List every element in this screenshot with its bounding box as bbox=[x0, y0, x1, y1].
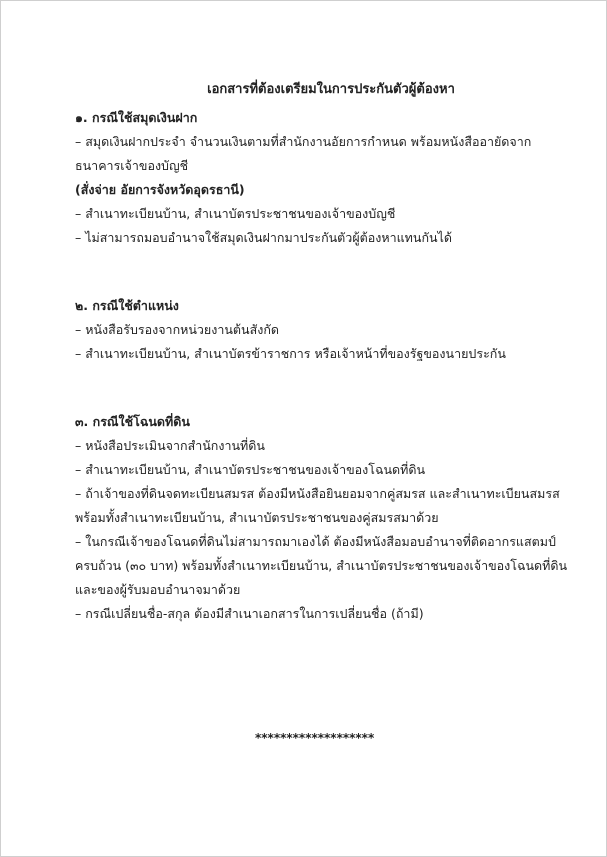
section-line: – หนังสือประเมินจากสำนักงานที่ดิน bbox=[75, 438, 265, 453]
section-line: พร้อมทั้งสำเนาทะเบียนบ้าน, สำเนาบัตรประชาชนของคู่สมรสมาด้วย bbox=[75, 510, 439, 525]
section-land-title bbox=[75, 410, 575, 626]
section-line: – ในกรณีเจ้าของโฉนดที่ดินไม่สามารถมาเองได้ ต้องมีหนังสือมอบอำนาจที่ติดอากรแสตมป์ bbox=[75, 534, 556, 549]
section-heading: ๒. กรณีใช้ตำแหน่ง bbox=[75, 298, 179, 313]
section-line: – สำเนาทะเบียนบ้าน, สำเนาบัตรข้าราชการ หรือเจ้าหน้าที่ของรัฐของนายประกัน bbox=[75, 346, 506, 361]
footer-separator: ******************* bbox=[255, 731, 375, 745]
section-line-payee: (สั่งจ่าย อัยการจังหวัดอุดรธานี) bbox=[75, 182, 245, 197]
section-line: ครบถ้วน (๓๐ บาท) พร้อมทั้งสำเนาทะเบียนบ้าน, สำเนาบัตรประชาชนของเจ้าของโฉนดที่ดิน bbox=[75, 558, 568, 573]
section-line: – สำเนาทะเบียนบ้าน, สำเนาบัตรประชาชนของเจ้าของบัญชี bbox=[75, 206, 396, 221]
section-line: – สำเนาทะเบียนบ้าน, สำเนาบัตรประชาชนของเจ้าของโฉนดที่ดิน bbox=[75, 462, 426, 477]
document-content bbox=[75, 71, 575, 626]
section-heading: ๓. กรณีใช้โฉนดที่ดิน bbox=[75, 414, 190, 429]
section-line: ธนาคารเจ้าของบัญชี bbox=[75, 158, 189, 173]
section-line: – กรณีเปลี่ยนชื่อ-สกุล ต้องมีสำเนาเอกสารในการเปลี่ยนชื่อ (ถ้ามี) bbox=[75, 606, 424, 621]
section-line: – สมุดเงินฝากประจำ จำนวนเงินตามที่สำนักงานอัยการกำหนด พร้อมหนังสืออายัดจาก bbox=[75, 134, 532, 149]
section-line: – หนังสือรับรองจากหน่วยงานต้นสังกัด bbox=[75, 322, 280, 337]
section-line: และของผู้รับมอบอำนาจมาด้วย bbox=[75, 582, 241, 597]
section-heading: ๑. กรณีใช้สมุดเงินฝาก bbox=[75, 110, 198, 125]
document-title: เอกสารที่ต้องเตรียมในการประกันตัวผู้ต้องหา bbox=[207, 82, 455, 97]
section-line: – ถ้าเจ้าของที่ดินจดทะเบียนสมรส ต้องมีหนังสือยินยอมจากคู่สมรส และสำเนาทะเบียนสมรส bbox=[75, 486, 560, 501]
section-savings-book bbox=[75, 106, 575, 250]
section-position bbox=[75, 294, 575, 366]
section-line: – ไม่สามารถมอบอำนาจใช้สมุดเงินฝากมาประกันตัวผู้ต้องหาแทนกันได้ bbox=[75, 230, 452, 245]
